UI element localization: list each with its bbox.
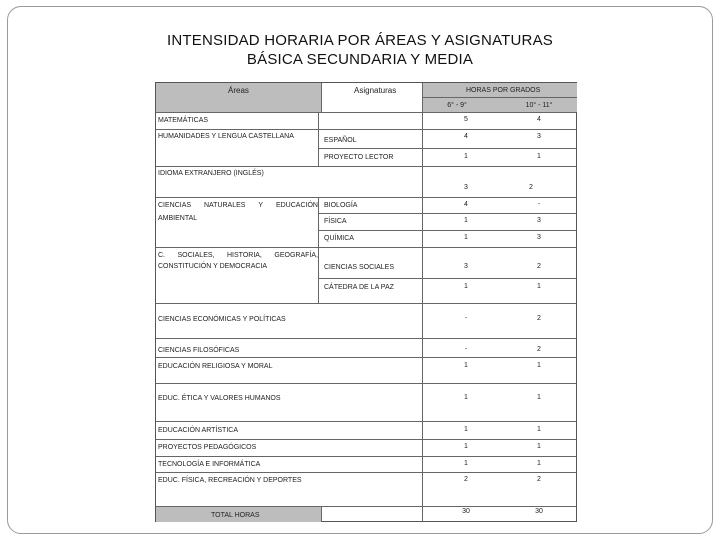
total-label: TOTAL HORAS	[211, 512, 260, 519]
hours-proyecto-lector-10-11: 1	[537, 153, 541, 160]
hours-espanol-10-11: 3	[537, 133, 541, 140]
row-line	[156, 197, 576, 198]
row-line	[156, 112, 576, 113]
area-etica: EDUC. ÉTICA Y VALORES HUMANOS	[158, 395, 281, 402]
area-economicas: CIENCIAS ECONÓMICAS Y POLÍTICAS	[158, 316, 286, 323]
area-educacion-fisica: EDUC. FÍSICA, RECREACIÓN Y DEPORTES	[158, 477, 302, 484]
hours-economicas-6-9: -	[464, 315, 468, 322]
word: CIENCIAS	[158, 202, 192, 209]
hours-quimica-10-11: 3	[537, 234, 541, 241]
row-line	[156, 383, 576, 384]
area-ciencias-naturales-line1	[158, 201, 318, 210]
page-title: INTENSIDAD HORARIA POR ÁREAS Y ASIGNATURAS	[167, 32, 553, 49]
hours-economicas-10-11: 2	[537, 315, 541, 322]
hours-quimica-6-9: 1	[464, 234, 468, 241]
hours-religiosa-6-9: 1	[464, 362, 468, 369]
subject-ciencias-sociales: CIENCIAS SOCIALES	[324, 264, 395, 271]
schedule-table	[155, 82, 577, 522]
hours-etica-6-9: 1	[464, 394, 468, 401]
row-line	[156, 421, 576, 422]
hours-ciencias-sociales-10-11: 2	[537, 263, 541, 270]
area-matematicas: MATEMÁTICAS	[158, 117, 209, 124]
subject-espanol: ESPAÑOL	[324, 137, 357, 144]
hours-filosoficas-6-9: -	[464, 346, 468, 353]
area-religiosa: EDUCACIÓN RELIGIOSA Y MORAL	[158, 363, 273, 370]
header-divider	[422, 97, 577, 98]
col-line	[321, 83, 322, 112]
subject-fisica: FÍSICA	[324, 218, 347, 225]
area-artistica: EDUCACIÓN ARTÍSTICA	[158, 427, 238, 434]
word: NATURALES	[203, 202, 246, 209]
row-line	[318, 213, 576, 214]
col-line	[321, 506, 322, 522]
area-tecnologia: TECNOLOGÍA E INFORMÁTICA	[158, 461, 261, 468]
row-line	[156, 303, 576, 304]
subject-catedra-paz: CÁTEDRA DE LA PAZ	[324, 284, 394, 291]
header-grado-10-11: 10° - 11°	[525, 102, 553, 109]
row-line	[156, 506, 576, 507]
hours-matematicas-10-11: 4	[537, 116, 541, 123]
word: GEOGRAFÍA,	[274, 252, 318, 259]
area-proyectos: PROYECTOS PEDAGÓGICOS	[158, 444, 257, 451]
hours-tecnologia-6-9: 1	[464, 460, 468, 467]
hours-fisica-10-11: 3	[537, 217, 541, 224]
word: C.	[158, 252, 165, 259]
area-filosoficas: CIENCIAS FILOSÓFICAS	[158, 347, 240, 354]
row-line	[318, 278, 576, 279]
area-humanidades: HUMANIDADES Y LENGUA CASTELLANA	[158, 133, 294, 140]
hours-catedra-paz-10-11: 1	[537, 283, 541, 290]
row-line	[156, 247, 576, 248]
hours-proyectos-6-9: 1	[464, 443, 468, 450]
hours-espanol-6-9: 4	[464, 133, 468, 140]
hours-proyecto-lector-6-9: 1	[464, 153, 468, 160]
col-line	[318, 197, 319, 303]
hours-fisica-6-9: 1	[464, 217, 468, 224]
hours-proyectos-10-11: 1	[537, 443, 541, 450]
word: SOCIALES,	[177, 252, 215, 259]
header-areas: Áreas	[228, 86, 249, 95]
hours-etica-10-11: 1	[537, 394, 541, 401]
area-sociales-line2: CONSTITUCIÓN Y DEMOCRACIA	[158, 263, 268, 270]
row-line	[156, 456, 576, 457]
header-horas-por-grados: HORAS POR GRADOS	[466, 87, 541, 94]
word: HISTORIA,	[227, 252, 262, 259]
hours-catedra-paz-6-9: 1	[464, 283, 468, 290]
hours-tecnologia-10-11: 1	[537, 460, 541, 467]
total-6-9: 30	[462, 508, 470, 515]
word: EDUCACIÓN	[275, 202, 318, 209]
col-line	[422, 83, 423, 522]
hours-matematicas-6-9: 5	[464, 116, 468, 123]
row-line	[156, 472, 576, 473]
row-line	[156, 166, 576, 167]
hours-ciencias-sociales-6-9: 3	[464, 263, 468, 270]
area-idioma: IDIOMA EXTRANJERO (INGLÉS)	[158, 170, 264, 177]
row-line	[156, 338, 576, 339]
hours-biologia-10-11: -	[537, 201, 541, 208]
hours-biologia-6-9: 4	[464, 201, 468, 208]
hours-artistica-10-11: 1	[537, 426, 541, 433]
row-line	[156, 439, 576, 440]
header-grado-6-9: 6° - 9°	[447, 102, 467, 109]
area-ciencias-naturales-line2: AMBIENTAL	[158, 215, 198, 222]
word: Y	[258, 202, 264, 209]
total-10-11: 30	[535, 508, 543, 515]
subject-proyecto-lector: PROYECTO LECTOR	[324, 154, 394, 161]
hours-filosoficas-10-11: 2	[537, 346, 541, 353]
hours-artistica-6-9: 1	[464, 426, 468, 433]
area-sociales-line1	[158, 251, 318, 260]
col-line	[318, 112, 319, 166]
hours-idioma-10-11: 2	[529, 184, 533, 191]
hours-educacion-fisica-10-11: 2	[537, 476, 541, 483]
hours-religiosa-10-11: 1	[537, 362, 541, 369]
row-line	[318, 148, 576, 149]
row-line	[156, 357, 576, 358]
hours-idioma-6-9: 3	[464, 184, 468, 191]
row-line	[156, 129, 576, 130]
header-asignaturas: Asignaturas	[354, 86, 397, 95]
row-line	[318, 230, 576, 231]
page-subtitle: BÁSICA SECUNDARIA Y MEDIA	[246, 51, 474, 68]
subject-quimica: QUÍMICA	[324, 235, 354, 242]
subject-biologia: BIOLOGÍA	[324, 202, 358, 209]
hours-educacion-fisica-6-9: 2	[464, 476, 468, 483]
